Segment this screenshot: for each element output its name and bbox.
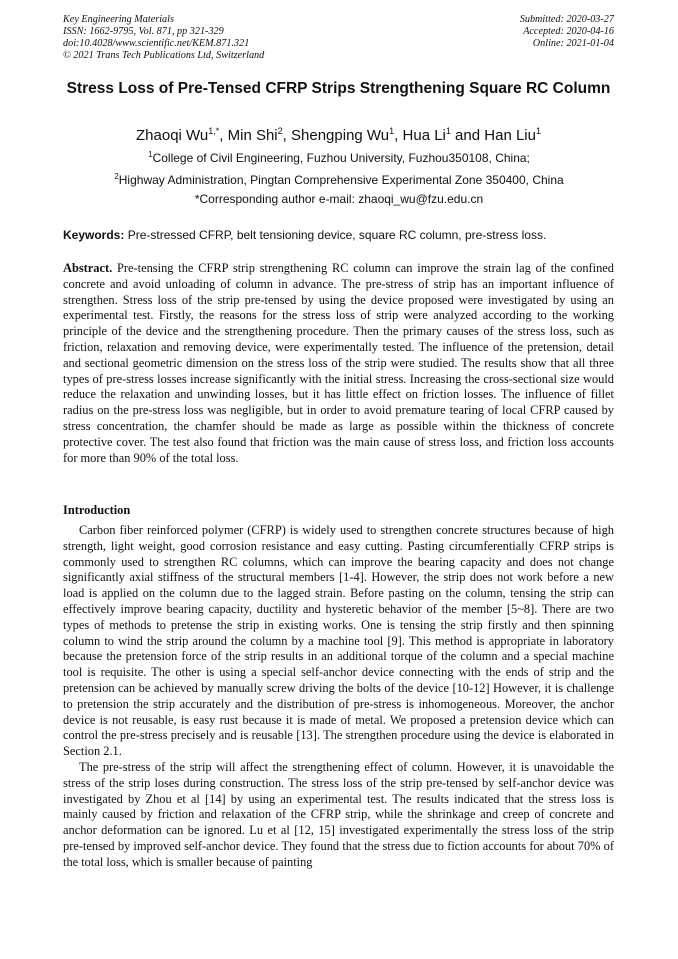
aff-sup: 1 (148, 150, 153, 159)
keywords-label: Keywords: (63, 228, 125, 242)
aff-text: Highway Administration, Pingtan Comprehensive Experimental Zone 350400, China (118, 173, 564, 187)
author: Hua Li (402, 127, 446, 144)
abstract (63, 261, 614, 466)
section-heading-introduction: Introduction (63, 503, 131, 517)
author-sup: 1 (535, 126, 541, 136)
journal-name: Key Engineering Materials (63, 14, 174, 25)
affiliation-1 (40, 148, 638, 165)
author-sup: 1 (445, 126, 451, 136)
accepted-date: Accepted: 2020-04-16 (523, 26, 614, 37)
aff-text: *Corresponding author e-mail: zhaoqi_wu@fzu.edu.cn (194, 192, 484, 206)
abstract-text: Pre-tensing the CFRP strip strengthening RC column can improve the strain lag of the confined concrete and avoid unloading of column in advance. The pre-stress of strip has an important influence of strengthen. Stress loss of the strip pre-tensed by using the device proposed were investigated by using an experimental test. Firstly, the reasons for the stress loss of strip were analyzed according to the working principle of the device and the strengthening procedure. Then the primary causes of the stress loss, such as friction, relaxation and removing device, were experimentally tested. The influence of the pretension, detail and sectional geometric dimension on the stress loss of the strip were studied. The results show that all three types of pre-stress losses increase significantly with the initial stress. Increasing the cross-sectional size would reduce the relaxation and unwinding losses, but it has little effect on friction losses. The influence of fillet radius on the pre-stress loss was negligible, but in order to avoid premature tearing of local CFRP caused by stress concentration, the chamfer should be made as large as possible within the thickness of concrete protective cover. The test also found that friction was the main cause of stress loss, and friction loss accounts for more than 90% of the total loss. (63, 261, 614, 465)
author-list (63, 122, 614, 145)
online-date: Online: 2021-01-04 (532, 38, 614, 49)
aff-sup: 2 (114, 172, 119, 181)
keywords (63, 228, 614, 242)
author: Zhaoqi Wu (136, 127, 209, 144)
keywords-text: Pre-stressed CFRP, belt tensioning device, square RC column, pre-stress loss. (124, 228, 547, 242)
separator: , (282, 127, 292, 144)
introduction-body (63, 523, 614, 871)
aff-text: College of Civil Engineering, Fuzhou University, Fuzhou350108, China; (152, 151, 530, 165)
paragraph: Carbon fiber reinforced polymer (CFRP) is widely used to strengthen concrete structures because of high strength, light weight, good corrosion resistance and easy cutting. Pasting circumferentially CFRP strips is commonly used to strengthen RC columns, which can improve the bearing capacity and does not change significantly axial stiffness of the structural members [1-4]. However, the strip does not work before a new load is applied on the column due to the lagged strain. Before pasting on the column, tensing the strip can effectively improve bearing capacity, ductility and hysteretic behavior of the member [5~8]. There are two types of methods to pretense the strip in existing works. One is tensing the strip firstly and then spinning column to wind the strip around the column by a machine tool [9]. This method is appropriate in laboratory because the pretension force of the strip results in an additional torque of the column and a special machine tool is requisite. The other is using a special self-anchor device connecting with the ends of strip and the pretension can be achieved by manually screw driving the bolts of the device [10-12] However, it is challenge to pretension the strip accurately and the distribution of pre-stress is inhomogeneous. Moreover, the anchor device is not reusable, is easy rust because it is made of metal. We proposed a pretension device which can control the pre-stress precisely and is reusable [13]. The strengthen procedure using the device is elaborated in Section 2.1. (63, 523, 614, 759)
separator: , (219, 127, 228, 144)
submitted-date: Submitted: 2020-03-27 (519, 14, 614, 25)
abstract-label: Abstract. (63, 261, 113, 275)
copyright-line: © 2021 Trans Tech Publications Ltd, Switzerland (63, 50, 265, 61)
doi-line: doi:10.4028/www.scientific.net/KEM.871.321 (63, 38, 250, 49)
separator: and (450, 127, 485, 144)
paragraph: The pre-stress of the strip will affect the strengthening effect of column. However, it is unavoidable the stress of the strip loses during construction. The stress loss of the strip pre-tensed by self-anchor device was investigated by Zhou et al [14] by using an experimental test. The results indicated that the stress loss is mainly caused by friction and relaxation of the CFRP strip, while the shrinkage and creep of concrete and anchor deformation can be ignored. Lu et al [12, 15] investigated experimentally the stress loss of the strip pre-tensed by improved self-anchor device. They found that the stress due to fiction accounts for about 70% of the total loss, which is smaller because of painting (63, 759, 614, 869)
paper-title: Stress Loss of Pre-Tensed CFRP Strips Strengthening Square RC Column (66, 80, 611, 97)
corresponding-author (40, 192, 638, 206)
author-sup: 1 (389, 126, 395, 136)
author: Min Shi (227, 127, 278, 144)
author: Han Liu (484, 127, 536, 144)
author-sup: 1,* (208, 126, 220, 136)
author-sup: 2 (277, 126, 283, 136)
dates-info (520, 14, 614, 50)
journal-info (63, 14, 264, 62)
author: Shengping Wu (291, 127, 390, 144)
separator: , (394, 127, 403, 144)
affiliation-2 (40, 170, 638, 187)
issn-line: ISSN: 1662-9795, Vol. 871, pp 321-329 (63, 26, 224, 37)
